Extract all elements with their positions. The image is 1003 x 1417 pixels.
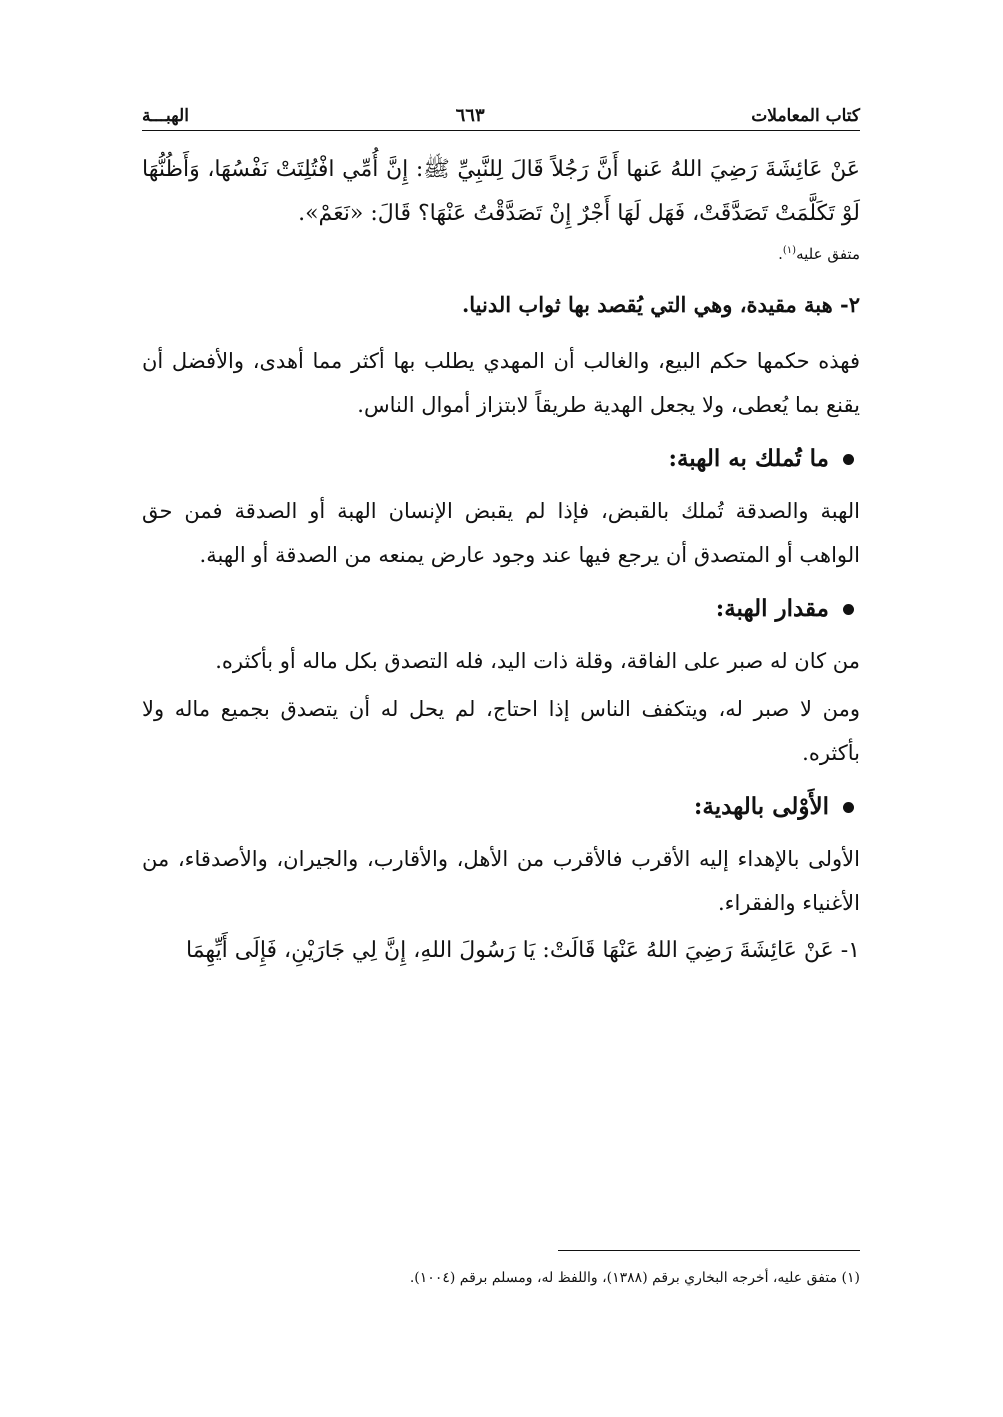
bullet-heading-ownership bbox=[142, 435, 860, 483]
agreed-note bbox=[142, 236, 860, 269]
footnote-ref-1[interactable]: (١) bbox=[782, 245, 797, 256]
page-body bbox=[142, 148, 860, 973]
agreed-note-end: . bbox=[778, 245, 783, 263]
item-2-heading: ٢- هبة مقيدة، وهي التي يُقصد بها ثواب الدنيا. bbox=[461, 292, 860, 317]
footnote-1: (١) متفق عليه، أخرجه البخاري برقم (١٣٨٨)، واللفظ له، ومسلم برقم (١٠٠٤). bbox=[409, 1270, 860, 1286]
page-header bbox=[142, 96, 860, 131]
bullet-dot-icon bbox=[843, 604, 854, 615]
agreed-note-text: متفق عليه bbox=[796, 245, 860, 263]
bullet-heading-priority bbox=[142, 783, 860, 831]
bullet-dot-icon bbox=[843, 454, 854, 465]
book-title: كتاب المعاملات bbox=[751, 106, 860, 126]
section-title: الهبـــة bbox=[142, 106, 189, 126]
bullet-dot-icon bbox=[843, 802, 854, 813]
bullet-heading-text: الأَوْلى بالهدية: bbox=[693, 793, 829, 820]
bullet-heading-amount bbox=[142, 585, 860, 633]
page-number: ٦٦٣ bbox=[455, 105, 485, 126]
amount-paragraph-1: من كان له صبر على الفاقة، وقلة ذات اليد، فله التصدق بكل ماله أو بأكثره. bbox=[215, 649, 860, 673]
bullet-heading-text: مقدار الهبة: bbox=[715, 595, 829, 622]
amount-paragraph-2: ومن لا صبر له، ويتكفف الناس إذا احتاج، لم يحل له أن يتصدق بجميع ماله ولا بأكثره. bbox=[142, 697, 860, 765]
item-2-paragraph: فهذه حكمها حكم البيع، والغالب أن المهدي يطلب بها أكثر مما أهدى، والأفضل أن يقنع بما يُعطى، ولا يجعل الهدية طريقاً لابتزاز أموال الناس. bbox=[142, 349, 860, 417]
hadith-paragraph-2: ١- عَنْ عَائِشَةَ رَضِيَ اللهُ عَنْهَا قَالَتْ: يَا رَسُولَ اللهِ، إِنَّ لِي جَارَيْنِ، فَإِلَى أَيِّهِمَا bbox=[186, 938, 860, 963]
footnote-divider bbox=[558, 1250, 860, 1251]
ownership-paragraph: الهبة والصدقة تُملك بالقبض، فإذا لم يقبض الإنسان الهبة أو الصدقة فمن حق الواهب أو المتصدق أن يرجع فيها عند وجود عارض يمنعه من الصدقة أو الهبة. bbox=[142, 499, 860, 567]
bullet-heading-text: ما تُملك به الهبة: bbox=[668, 445, 829, 472]
priority-paragraph: الأولى بالإهداء إليه الأقرب فالأقرب من الأهل، والأقارب، والجيران، والأصدقاء، من الأغنياء والفقراء. bbox=[142, 847, 860, 915]
hadith-paragraph-1: عَنْ عَائِشَةَ رَضِيَ اللهُ عَنها أَنَّ رَجُلاً قَالَ لِلنَّبِيِّ ﷺ: إِنَّ أُمِّي افْتُلِتَتْ نَفْسُهَا، وَأَظُنُّهَا لَوْ تَكَلَّمَتْ تَصَدَّقَتْ، فَهَل لَهَا أَجْرٌ إِنْ تَصَدَّقْتُ عَنْهَا؟ قَالَ: «نَعَمْ». bbox=[142, 157, 860, 226]
